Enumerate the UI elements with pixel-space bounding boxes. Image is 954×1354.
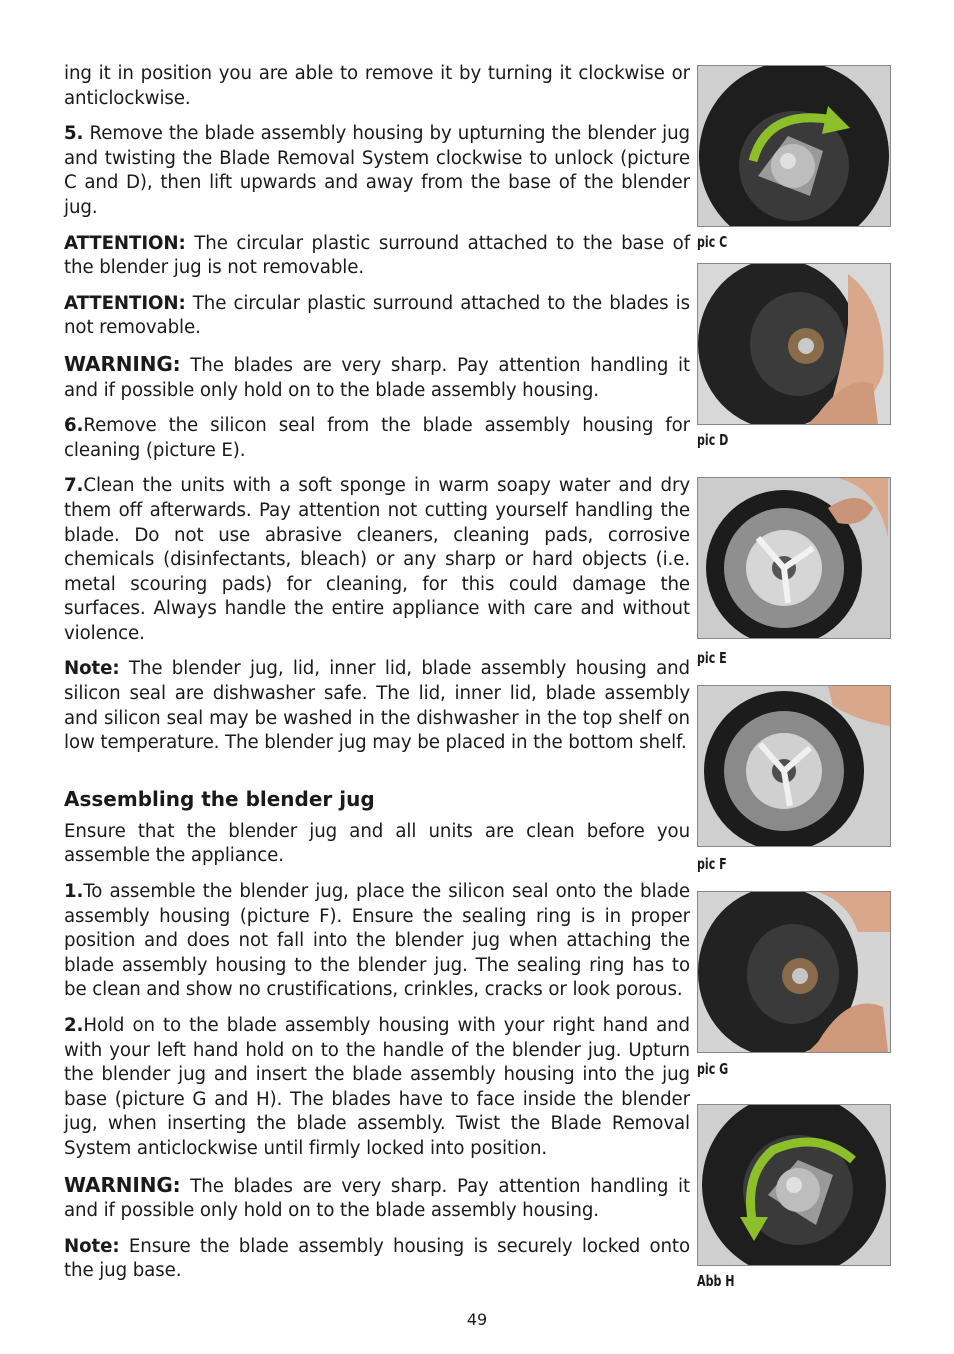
photo-pic-f <box>697 685 891 847</box>
intro-paragraph <box>64 820 690 869</box>
attention-text: The circular plastic surround attached to the base of the blender jug is not removable. <box>64 232 690 279</box>
note-text: The blender jug, lid, inner lid, blade assembly housing and silicon seal are dishwasher safe. The lid, inner lid, blade assembly and silicon seal may be washed in the dishwasher in the top shelf on low temperature. The blender jug may be placed in the bottom shelf. <box>64 658 690 754</box>
step-number: 7. <box>64 475 84 497</box>
text-column <box>64 62 690 1295</box>
caption-pic-g: pic G <box>697 1060 729 1078</box>
attention-1 <box>64 232 690 281</box>
note-label: Note: <box>64 1235 120 1257</box>
step-6 <box>64 414 690 463</box>
photo-pic-e <box>697 477 891 639</box>
step-text: Hold on to the blade assembly housing with your right hand and with your left hand hold on to the handle of the blender jug. Upturn the blender jug and insert the blade assembly housing into the jug base (picture G and H). The blades have to face inside the blender jug, when inserting the blade assembly. Twist the Blade Removal System anticlockwise until firmly locked into position. <box>64 1015 690 1159</box>
section-heading: Assembling the blender jug <box>64 786 375 811</box>
photo-pic-h <box>697 1104 891 1266</box>
step-text: Remove the silicon seal from the blade assembly housing for cleaning (picture E). <box>64 415 690 461</box>
note-text: Ensure the blade assembly housing is securely locked onto the jug base. <box>64 1235 690 1282</box>
caption-pic-d: pic D <box>697 431 729 449</box>
attention-label: ATTENTION: <box>64 232 186 254</box>
step-number: 2. <box>64 1015 84 1036</box>
step-7 <box>64 474 690 646</box>
step-text: To assemble the blender jug, place the silicon seal onto the blade assembly housing (picture F). Ensure the sealing ring is in proper position and does not fall into the blender jug when attaching the blade assembly housing to the blender jug. The sealing ring has to be clean and show no crustifications, crinkles, cracks or look porous. <box>64 881 690 1001</box>
paragraph-continuation <box>64 62 690 111</box>
warning-label: WARNING: <box>64 351 181 376</box>
photo-pic-c <box>697 65 891 227</box>
step-text: Clean the units with a soft sponge in warm soapy water and dry them off afterwards. Pay attention not cutting yourself handling the blade. Do not use abrasive cleaners, cleaning pads, corrosive chemicals (disinfectants, bleach) or any sharp or hard objects (i.e. metal scouring pads) for cleaning, for this could damage the surfaces. Always handle the entire appliance with care and without violence. <box>64 475 690 644</box>
photo-pic-d <box>697 263 891 425</box>
photo-pic-g <box>697 891 891 1053</box>
attention-label: ATTENTION: <box>64 292 186 314</box>
step-number: 1. <box>64 881 84 903</box>
warning-1 <box>64 352 690 403</box>
note-label: Note: <box>64 658 120 680</box>
caption-pic-h: Abb H <box>697 1272 735 1290</box>
step-text: Remove the blade assembly housing by upturning the blender jug and twisting the Blade Removal System clockwise to unlock (picture C and D), then lift upwards and away from the base of the blender jug. <box>64 123 690 218</box>
page-number: 49 <box>466 1310 488 1329</box>
caption-pic-f: pic F <box>697 855 727 873</box>
warning-text: The blades are very sharp. Pay attention handling it and if possible only hold on to the blade assembly housing. <box>64 1175 690 1222</box>
caption-pic-e: pic E <box>697 649 727 667</box>
attention-text: The circular plastic surround attached to the blades is not removable. <box>64 292 690 339</box>
attention-2 <box>64 292 690 341</box>
step-number: 5. <box>64 123 84 145</box>
warning-label: WARNING: <box>64 1172 181 1197</box>
intro-text: Ensure that the blender jug and all units are clean before you assemble the appliance. <box>64 820 690 867</box>
step-1 <box>64 880 690 1003</box>
step-2 <box>64 1014 690 1162</box>
note-2 <box>64 1235 690 1284</box>
note-1 <box>64 657 690 755</box>
warning-text: The blades are very sharp. Pay attention handling it and if possible only hold on to the blade assembly housing. <box>64 354 690 401</box>
step-number: 6. <box>64 415 84 437</box>
caption-pic-c: pic C <box>697 233 728 251</box>
paragraph-text: ing it in position you are able to remove it by turning it clockwise or anticlockwise. <box>64 63 690 109</box>
warning-2 <box>64 1173 690 1224</box>
step-5 <box>64 122 690 220</box>
